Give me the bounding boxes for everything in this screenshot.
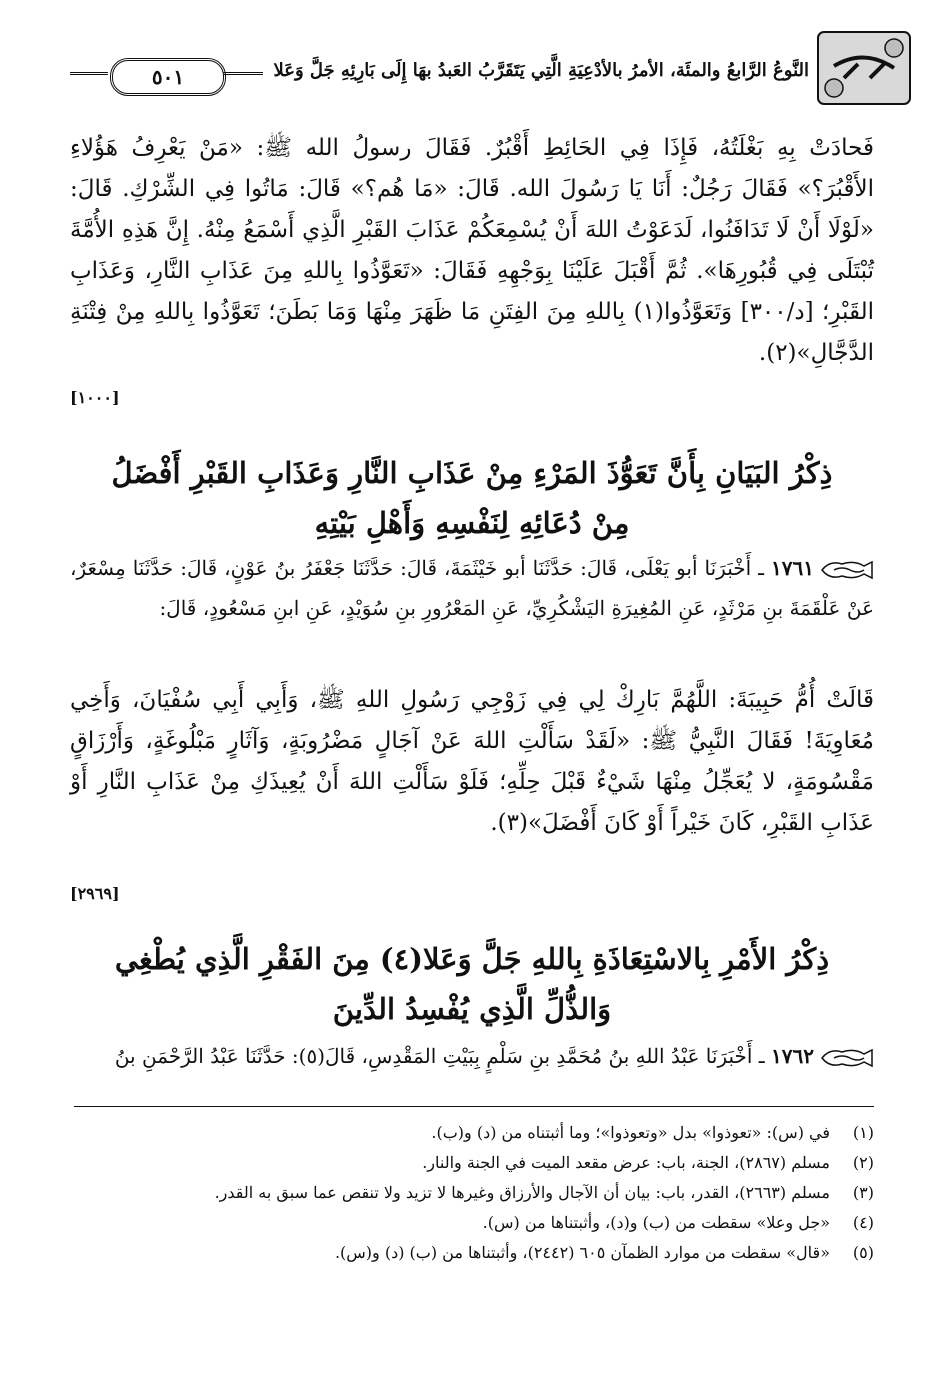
footnote-text: في (س): «تعوذوا» بدل «وتعوذوا»؛ وما أثبتناه من (د) و(ب).	[431, 1123, 830, 1142]
running-head: النَّوعُ الرَّابعُ والمئَة، الأمرُ بالأدْعِيَةِ الَّتِي يَتَقَرَّبُ العَبدُ بهَا إِلَى بَارِئِهِ جَلَّ وَعَلا	[273, 60, 809, 81]
isnad-text: ـ أَخْبَرَنَا أبو يَعْلَى، قَالَ: حَدَّثَنَا أبو خَيْثَمَةَ، قَالَ: حَدَّثَنَا جَعْفَرُ بنُ عَوْنٍ، قَالَ: حَدَّثَنَا مِسْعَرٌ، عَنْ عَلْقَمَةَ بنِ مَرْثَدٍ، عَنِ المُغِيرَةِ اليَشْكُرِيِّ، عَنِ المَعْرُورِ بنِ سُوَيْدٍ، عَنِ ابنِ مَسْعُودٍ، قَالَ:	[70, 556, 874, 620]
puzzle-corner-icon	[814, 28, 914, 108]
footnote	[70, 1178, 874, 1208]
footnote-text: مسلم (٢٦٦٣)، القدر، باب: بيان أن الآجال والأرزاق وغيرها لا تزيد ولا تنقص عما سبق به القدر.	[214, 1183, 830, 1202]
footnote	[70, 1208, 874, 1238]
isnad-text: ـ أَخْبَرَنَا عَبْدُ اللهِ بنُ مُحَمَّدِ بنِ سَلْمٍ بِبَيْتِ المَقْدِسِ، قَالَ(٥): حَدَّثَنَا عَبْدُ الرَّحْمَنِ بنُ	[114, 1044, 765, 1068]
hadith-marker-icon	[820, 558, 874, 582]
hadith-isnad	[70, 548, 874, 628]
reference-number: [٢٩٦٩]	[70, 884, 120, 903]
footnote-text: «قال» سقطت من موارد الظمآن ٦٠٥ (٢٤٤٢)، وأثبتناها من (ب) (د) و(س).	[334, 1243, 830, 1262]
footnote-number: (٥)	[852, 1243, 874, 1262]
footnote	[70, 1148, 874, 1178]
hadith-number: ١٧٦١	[771, 556, 814, 580]
footnote	[70, 1238, 874, 1268]
footnotes	[70, 1118, 874, 1268]
page-number-box	[70, 58, 270, 98]
paragraph-hadith-1760-cont: فَحادَتْ بِهِ بَغْلَتُهُ، فَإِذَا فِي الحَائِطِ أَقْبُرٌ. فَقَالَ رسولُ الله ﷺ: «مَنْ يَعْرِفُ هَؤُلاءِ الأَقْبُرَ؟» فَقَالَ رَجُلٌ: أَنَا يَا رَسُولَ الله. قَالَ: «مَا هُم؟» قَالَ: مَاتُوا فِي الشِّرْكِ. قَالَ: «لَوْلَا أَنْ لَا تَدَافَنُوا، لَدَعَوْتُ اللهَ أَنْ يُسْمِعَكُمْ عَذَابَ القَبْرِ الَّذِي أَسْمَعُ مِنْهُ. إِنَّ هَذِهِ الأُمَّةَ تُبْتَلَى فِي قُبُورِهَا». ثُمَّ أَقْبَلَ عَلَيْنَا بِوَجْهِهِ فَقَالَ: «تَعَوَّذُوا بِاللهِ مِنَ عَذَابِ النَّارِ، وَعَذَابِ القَبْرِ؛ [د/٣٠٠] وَتَعَوَّذُوا(١) بِاللهِ مِنَ الفِتَنِ مَا ظَهَرَ مِنْهَا وَمَا بَطَنَ؛ تَعَوَّذُوا بِاللهِ مِنْ فِتْنَةِ الدَّجَّالِ»(٢).	[70, 135, 875, 366]
hadith-marker-icon	[820, 1046, 874, 1070]
footnote-number: (١)	[852, 1123, 874, 1142]
page-number: ٥٠١	[110, 58, 226, 96]
header-rule	[70, 72, 108, 75]
footnote-number: (٢)	[852, 1153, 874, 1172]
chapter-heading: ذِكْرُ البَيَانِ بِأَنَّ تَعَوُّذَ المَرْءِ مِنْ عَذَابِ النَّارِ وَعَذَابِ القَبْرِ أَفْضَلُ مِنْ دُعَائِهِ لِنَفْسِهِ وَأَهْلِ بَيْتِهِ	[111, 456, 833, 540]
hadith-isnad	[70, 1036, 874, 1076]
header-rule	[223, 72, 263, 75]
footnote-text: «جل وعلا» سقطت من (ب) و(د)، وأثبتناها من (س).	[482, 1213, 830, 1232]
reference-number: [١٠٠٠]	[70, 388, 120, 407]
chapter-heading: ذِكْرُ الأَمْرِ بِالاسْتِعَاذَةِ بِاللهِ جَلَّ وَعَلا(٤) مِنَ الفَقْرِ الَّذِي يُطْغِي وَالذُّلِّ الَّذِي يُفْسِدُ الدِّينَ	[114, 942, 830, 1026]
footnote-text: مسلم (٢٨٦٧)، الجنة، باب: عرض مقعد الميت في الجنة والنار.	[422, 1153, 830, 1172]
footnote-number: (٣)	[852, 1183, 874, 1202]
footnote-rule	[74, 1106, 874, 1107]
paragraph-hadith-1761: قَالَتْ أُمُّ حَبِيبَةَ: اللَّهُمَّ بَارِكْ لِي فِي زَوْجِي رَسُولِ اللهِ ﷺ، وَأَبِي أَبِي سُفْيَانَ، وَأَخِي مُعَاوِيَةَ! فَقَالَ النَّبِيُّ ﷺ: «لَقَدْ سَأَلْتِ اللهَ عَنْ آجَالٍ مَضْرُوبَةٍ، وَآثَارٍ مَبْلُوغَةٍ، وَأَرْزَاقٍ مَقْسُومَةٍ، لا يُعَجِّلُ مِنْهَا شَيْءٌ قَبْلَ حِلِّهِ؛ فَلَوْ سَأَلْتِ اللهَ أَنْ يُعِيذَكِ مِنْ عَذَابِ النَّارِ أَوْ عَذَابِ القَبْرِ، كَانَ خَيْراً أَوْ كَانَ أَفْضَلَ»(٣).	[70, 687, 874, 836]
footnote	[70, 1118, 874, 1148]
footnote-number: (٤)	[852, 1213, 874, 1232]
page-header	[70, 28, 914, 108]
hadith-number: ١٧٦٢	[771, 1044, 814, 1068]
